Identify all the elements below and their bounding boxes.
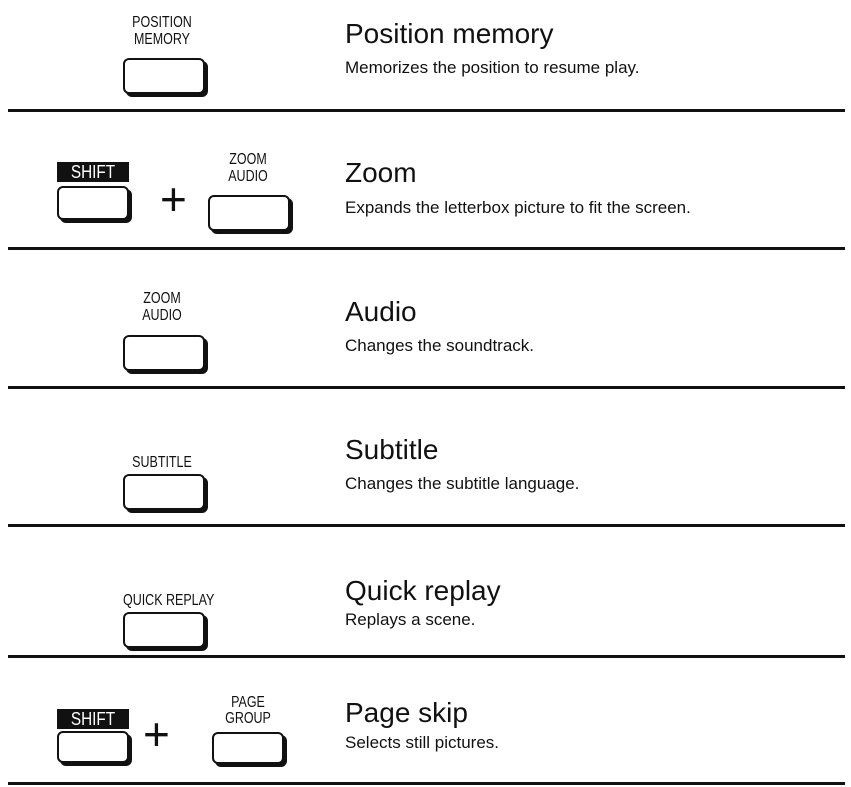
button-label-audio: AUDIO	[142, 307, 182, 324]
section-title: Quick replay	[345, 575, 501, 606]
section-title: Zoom	[345, 157, 417, 188]
button-label-memory: MEMORY	[134, 31, 190, 48]
quick-replay-button[interactable]	[123, 612, 205, 648]
plus-sign: +	[143, 708, 170, 760]
button-label-quick-replay: QUICK REPLAY	[123, 592, 215, 609]
position-memory-button[interactable]	[123, 58, 205, 94]
divider	[8, 782, 845, 785]
shift-button[interactable]	[57, 731, 129, 763]
section-title: Page skip	[345, 697, 468, 728]
divider	[8, 109, 845, 112]
button-label-position: POSITION	[132, 14, 192, 31]
shift-key-label: SHIFT	[57, 709, 129, 729]
section-description: Expands the letterbox picture to fit the screen.	[345, 198, 691, 217]
section-description: Replays a scene.	[345, 610, 476, 629]
section-description: Changes the subtitle language.	[345, 474, 580, 493]
section-title: Subtitle	[345, 434, 439, 465]
divider	[8, 524, 845, 527]
button-label-zoom: ZOOM	[229, 151, 267, 168]
button-label-page: PAGE	[231, 694, 265, 711]
shift-button[interactable]	[57, 186, 129, 220]
button-label-zoom: ZOOM	[143, 290, 181, 307]
page-group-button[interactable]	[212, 732, 284, 764]
audio-button[interactable]	[123, 335, 205, 371]
button-label-group: GROUP	[225, 710, 271, 727]
button-label-subtitle: SUBTITLE	[132, 454, 192, 471]
section-description: Selects still pictures.	[345, 733, 499, 752]
section-title: Position memory	[345, 18, 554, 49]
plus-sign: +	[160, 173, 187, 225]
zoom-audio-button[interactable]	[208, 195, 290, 231]
divider	[8, 386, 845, 389]
section-description: Changes the soundtrack.	[345, 336, 535, 355]
section-description: Memorizes the position to resume play.	[345, 58, 640, 77]
button-label-audio: AUDIO	[228, 168, 268, 185]
section-title: Audio	[345, 296, 417, 327]
divider	[8, 247, 845, 250]
divider	[8, 655, 845, 658]
subtitle-button[interactable]	[123, 474, 205, 510]
shift-key-label: SHIFT	[57, 162, 129, 182]
